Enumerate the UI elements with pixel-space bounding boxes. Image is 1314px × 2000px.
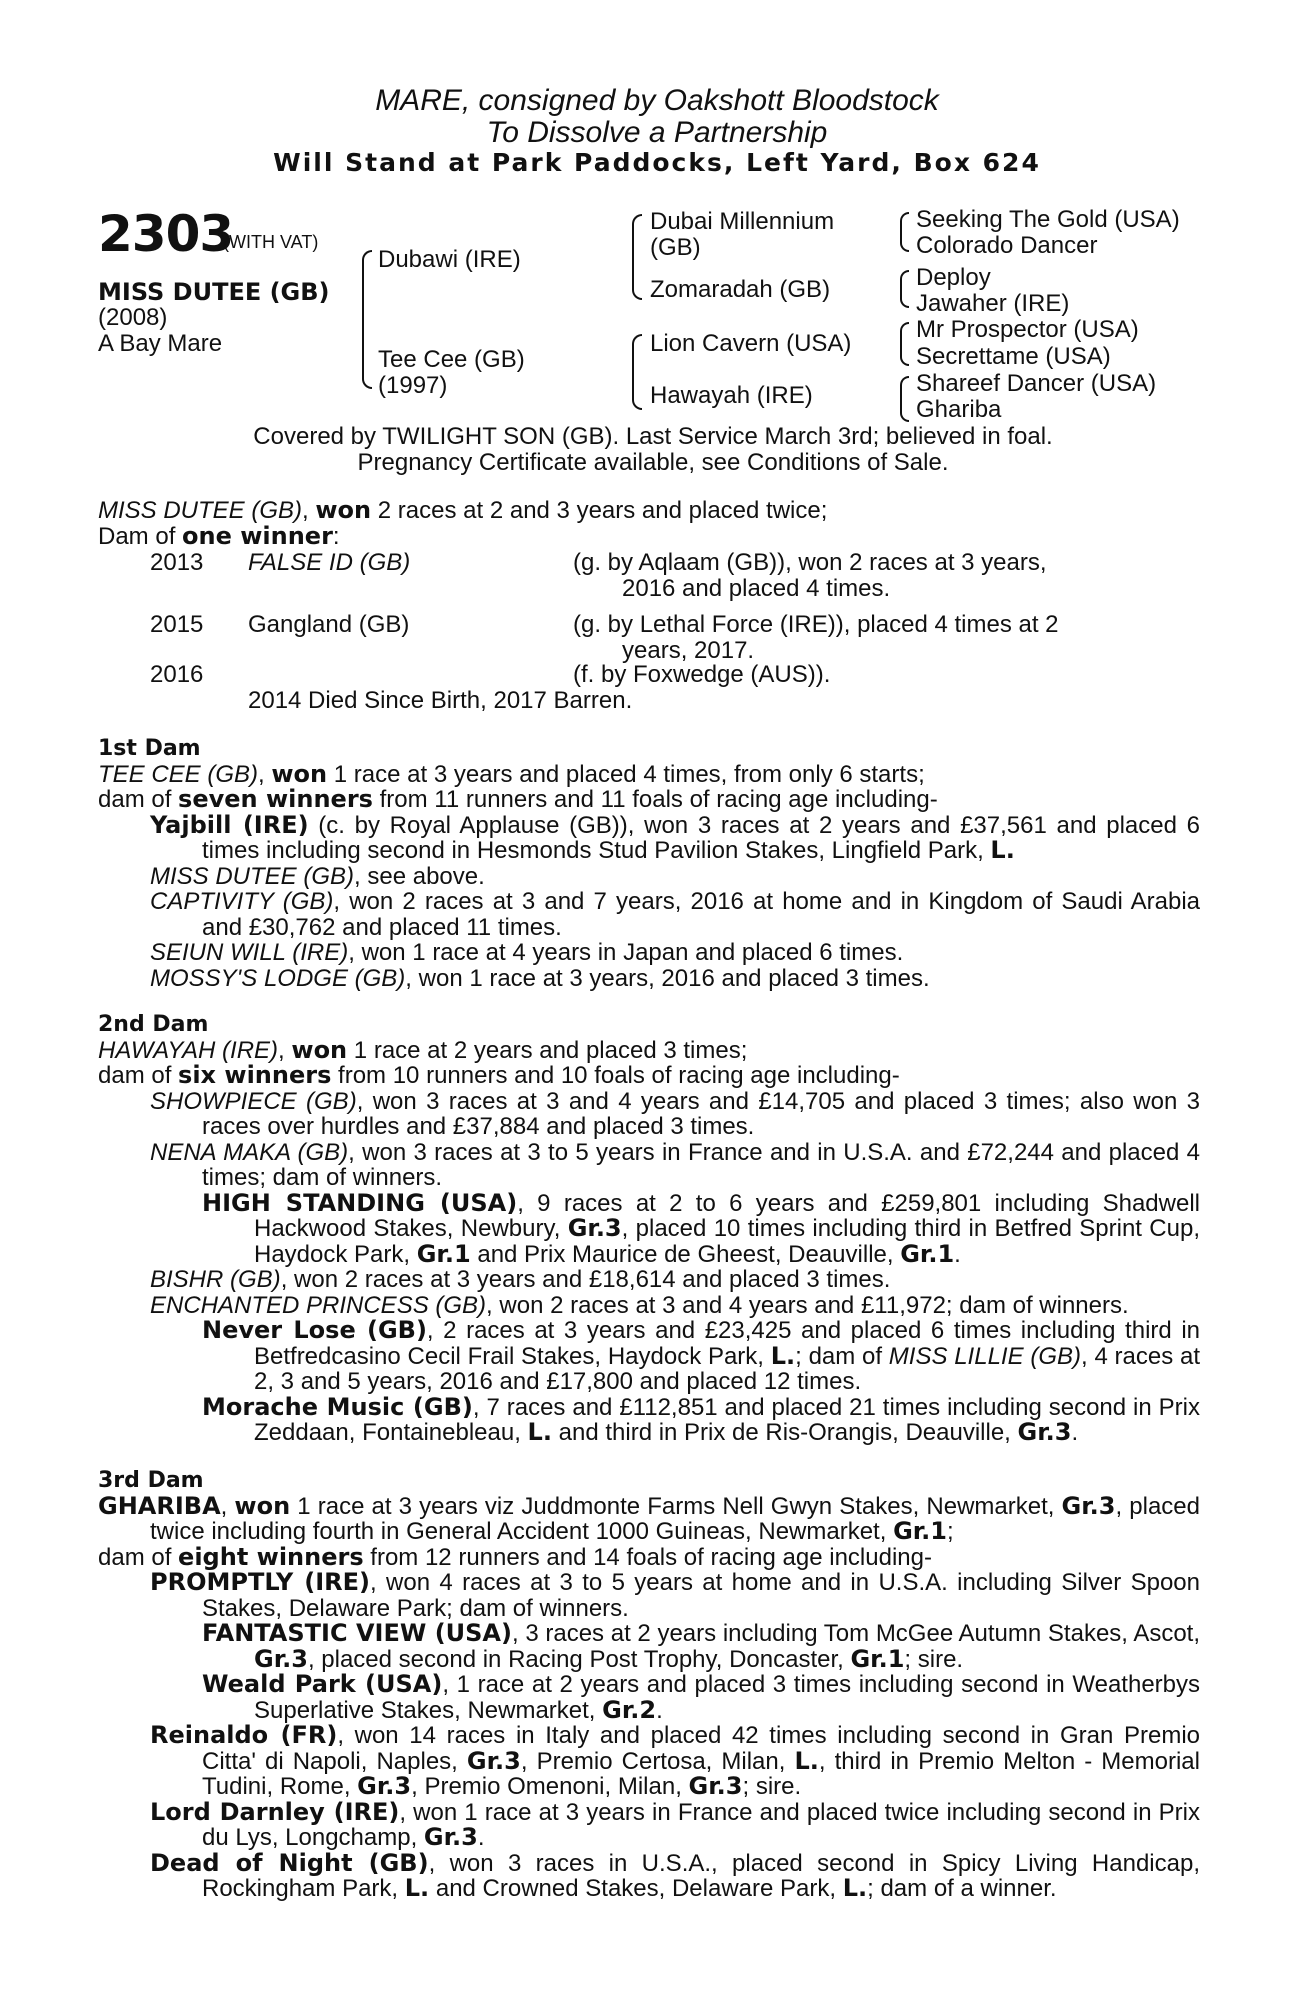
first-dam-e4-text: , won 1 race at 4 years in Japan and placed 6 times. <box>348 939 904 966</box>
lot-number: 2303 <box>98 205 234 263</box>
first-dam-entry-2 <box>150 864 1200 890</box>
first-dam-entry-5 <box>150 966 1200 992</box>
pedigree-sire-sire-origin: (GB) <box>650 234 701 261</box>
third-dam-e1a-g2: Gr.1 <box>850 1644 905 1673</box>
pedigree-brace-dam <box>632 334 642 410</box>
second-dam-e2a-t4: . <box>954 1240 961 1268</box>
second-dam-dam-c: from 10 runners and 10 foals of racing age including- <box>331 1062 900 1089</box>
produce-name-2: Gangland (GB) <box>248 611 410 638</box>
third-dam-entry-3 <box>150 1797 1200 1851</box>
pedigree-dam: Tee Cee (GB) <box>378 346 525 373</box>
produce-dam-of <box>98 524 340 550</box>
third-dam-e3-name: Lord Darnley (IRE) <box>150 1797 400 1826</box>
pedigree-sire-dam: Zomaradah (GB) <box>650 276 831 303</box>
covered-line: Covered by TWILIGHT SON (GB). Last Service March 3rd; believed in foal. <box>253 423 1053 450</box>
third-dam-e4-t2: and Crowned Stakes, Delaware Park, <box>429 1875 843 1902</box>
consignment-subtitle: To Dissolve a Partnership <box>486 116 828 149</box>
third-dam-e1a-name: FANTASTIC VIEW (USA) <box>202 1619 512 1647</box>
second-dam-e4a-t2: ; dam of <box>795 1342 889 1370</box>
produce-intro-rest: 2 races at 2 and 3 years and placed twice; <box>371 497 828 524</box>
second-dam-dam-b: six winners <box>178 1061 332 1089</box>
pedigree-g4-4: Jawaher (IRE) <box>916 290 1070 317</box>
first-dam-entry-3 <box>150 889 1200 940</box>
second-dam-entry-4 <box>150 1293 1200 1319</box>
second-dam-e4b-t3: . <box>1071 1419 1079 1446</box>
first-dam-intro: TEE CEE (GB), won 1 race at 3 years and placed 4 times, from only 6 starts; <box>98 759 925 788</box>
first-dam-e4-name: SEIUN WILL (IRE) <box>150 939 349 966</box>
second-dam-intro: HAWAYAH (IRE), won 1 race at 2 years and placed 3 times; <box>98 1035 748 1064</box>
produce-intro-won: won <box>315 496 372 524</box>
third-dam-intro: GHARIBA, won 1 race at 3 years viz Juddmonte Farms Nell Gwyn Stakes, Newmarket, Gr.3, placed twice including fourth in General Accident 1000 Guineas, Newmarket, Gr.1; <box>98 1491 1200 1545</box>
first-dam-e2-name: MISS DUTEE (GB) <box>150 862 355 890</box>
pedigree-brace-g4-1 <box>900 212 909 252</box>
pedigree-g4-3: Deploy <box>916 264 991 291</box>
first-dam-e3-name: CAPTIVITY (GB) <box>150 888 334 915</box>
second-dam-dam-of <box>98 1063 1200 1089</box>
first-dam-e3-text: , won 2 races at 3 and 7 years, 2016 at home and in Kingdom of Saudi Arabia and £30,762 and placed 11 times. <box>202 888 1200 941</box>
first-dam-entry-1 <box>150 810 1200 864</box>
second-dam-entry-3 <box>150 1267 1200 1293</box>
third-dam-e2-t2: , Premio Certosa, Milan, <box>520 1747 795 1775</box>
second-dam-e1-text: , won 3 races at 3 and 4 years and £14,705 and placed 3 times; also won 3 races over hurdles and £37,884 and placed 3 times. <box>202 1087 1200 1140</box>
first-dam-section <box>98 736 1200 991</box>
second-dam-section <box>98 1012 1200 1446</box>
produce-dam-of-a: Dam of <box>98 523 183 550</box>
third-dam-e1b-g1: Gr.2 <box>602 1695 657 1724</box>
third-dam-e2-g3: Gr.3 <box>357 1772 412 1800</box>
second-dam-e4b-t2: and third in Prix de Ris-Orangis, Deauville, <box>551 1419 1018 1446</box>
first-dam-entry-4 <box>150 940 1200 966</box>
pedigree-g4-1: Seeking The Gold (USA) <box>916 206 1180 233</box>
third-dam-t3: ; <box>947 1518 954 1545</box>
third-dam-e4-g2: L. <box>842 1874 868 1902</box>
third-dam-e1a-t2: , placed second in Racing Post Trophy, Doncaster, <box>307 1645 851 1673</box>
first-dam-e5-text: , won 1 race at 3 years, 2016 and placed 3 times. <box>405 964 930 992</box>
second-dam-name: HAWAYAH (IRE) <box>98 1036 279 1064</box>
second-dam-e2a-t1: , 9 races at 2 to 6 years and £259,801 including Shadwell Hackwood Stakes, Newbury, <box>254 1189 1200 1242</box>
third-dam-t1: 1 race at 3 years viz Juddmonte Farms Nell Gwyn Stakes, Newmarket, <box>290 1492 1062 1520</box>
pedigree-brace-sire <box>632 214 642 300</box>
third-dam-g2: Gr.1 <box>893 1517 947 1545</box>
second-dam-e4a-name: Never Lose (GB) <box>202 1316 427 1344</box>
produce-year-2: 2015 <box>150 611 204 638</box>
first-dam-name: TEE CEE (GB) <box>98 760 259 788</box>
third-dam-e2-t4: , Premio Omenoni, Milan, <box>411 1773 689 1800</box>
third-dam-e2-g4: Gr.3 <box>688 1772 743 1800</box>
second-dam-entry-4b <box>202 1392 1200 1446</box>
second-dam-heading: 2nd Dam <box>98 1012 209 1037</box>
third-dam-dam-of <box>98 1542 1200 1571</box>
produce-detail-2b: years, 2017. <box>622 637 755 664</box>
second-dam-e4-text: , won 2 races at 3 and 4 years and £11,972; dam of winners. <box>486 1291 1129 1319</box>
foaling-year: (2008) <box>98 304 168 331</box>
second-dam-e2a-g1: Gr.3 <box>567 1214 622 1242</box>
produce-detail-2a: (g. by Lethal Force (IRE)), placed 4 times at 2 <box>573 611 1059 638</box>
third-dam-e1a-t1: , 3 races at 2 years including Tom McGee Autumn Stakes, Ascot, <box>511 1620 1201 1647</box>
second-dam-e2-name: NENA MAKA (GB) <box>150 1138 349 1166</box>
third-dam-e3-g1: Gr.3 <box>423 1823 478 1851</box>
second-dam-e2a-t3: and Prix Maurice de Gheest, Deauville, <box>470 1240 901 1268</box>
first-dam-dam-c: from 11 runners and 11 foals of racing age including- <box>372 786 938 813</box>
pregnancy-certificate-line: Pregnancy Certificate available, see Conditions of Sale. <box>357 449 949 476</box>
first-dam-e5-name: MOSSY'S LODGE (GB) <box>150 964 406 992</box>
second-dam-entry-2 <box>150 1140 1200 1191</box>
third-dam-e2-t5: ; sire. <box>742 1773 802 1800</box>
pedigree-g4-5: Mr Prospector (USA) <box>916 316 1139 343</box>
produce-intro: MISS DUTEE (GB), won 2 races at 2 and 3 years and placed twice; <box>98 496 828 524</box>
pedigree-brace-g4-2 <box>900 270 909 308</box>
pedigree-brace-main <box>362 250 372 389</box>
third-dam-e2-name: Reinaldo (FR) <box>150 1721 338 1749</box>
pedigree-dam-dam: Hawayah (IRE) <box>650 382 813 409</box>
second-dam-e3-text: , won 2 races at 3 years and £18,614 and placed 3 times. <box>280 1266 891 1293</box>
second-dam-won: won <box>291 1035 348 1064</box>
second-dam-e4a-t1: , 2 races at 3 years and £23,425 and placed 6 times including third in Betfredcasino Cecil Frail Stakes, Haydock Park, <box>254 1317 1200 1370</box>
first-dam-e2-text: , see above. <box>354 862 485 890</box>
third-dam-t2: , placed twice including fourth in General Accident 1000 Guineas, Newmarket, <box>150 1492 1200 1545</box>
consignment-title: MARE, consigned by Oakshott Bloodstock <box>375 84 939 117</box>
pedigree-g4-2: Colorado Dancer <box>916 232 1098 259</box>
third-dam-e1b-name: Weald Park (USA) <box>202 1670 443 1698</box>
third-dam-dam-c: from 12 runners and 14 foals of racing age including- <box>363 1543 932 1571</box>
first-dam-heading: 1st Dam <box>98 736 201 761</box>
stand-location: Will Stand at Park Paddocks, Left Yard, Box 624 <box>273 148 1041 177</box>
second-dam-e4a-t3: , 4 races at 2, 3 and 5 years, 2016 and £17,800 and placed 12 times. <box>254 1342 1200 1395</box>
second-dam-e2a-name: HIGH STANDING (USA) <box>202 1188 518 1217</box>
third-dam-entry-1 <box>150 1570 1200 1621</box>
pedigree-g4-7: Shareef Dancer (USA) <box>916 370 1157 397</box>
third-dam-e4-g1: L. <box>404 1874 430 1902</box>
horse-name <box>98 278 330 307</box>
second-dam-dam-a: dam of <box>98 1062 179 1089</box>
pedigree-g4-8: Ghariba <box>916 396 1002 423</box>
third-dam-name: GHARIBA <box>98 1491 221 1520</box>
horse-name-text: MISS DUTEE (GB) <box>98 278 330 306</box>
second-dam-e4b-g1: L. <box>527 1418 552 1446</box>
third-dam-e4-name: Dead of Night (GB) <box>150 1848 429 1877</box>
pedigree-brace-g4-3 <box>900 322 909 366</box>
produce-dam-of-c: : <box>332 523 340 550</box>
pedigree-dam-year: (1997) <box>378 372 448 399</box>
produce-year-3: 2016 <box>150 661 204 688</box>
first-dam-e1-grade: L. <box>990 836 1015 864</box>
second-dam-e2a-t2: , placed 10 times including third in Betfred Sprint Cup, Haydock Park, <box>254 1215 1200 1268</box>
second-dam-e1-name: SHOWPIECE (GB) <box>150 1087 357 1115</box>
second-dam-e4a-g1: L. <box>770 1341 796 1370</box>
second-dam-e2a-g2: Gr.1 <box>416 1239 471 1268</box>
produce-intro-name: MISS DUTEE (GB) <box>98 497 303 524</box>
third-dam-entry-1a <box>202 1621 1200 1672</box>
third-dam-e1a-t3: ; sire. <box>904 1645 964 1673</box>
produce-detail-1b: 2016 and placed 4 times. <box>622 575 891 602</box>
third-dam-entry-1b <box>202 1672 1200 1723</box>
third-dam-e4-t1: , won 3 races in U.S.A., placed second in Spicy Living Handicap, Rockingham Park, <box>202 1849 1200 1902</box>
first-dam-e1-name: Yajbill (IRE) <box>150 810 309 839</box>
second-dam-e2-text: , won 3 races at 3 to 5 years in France and in U.S.A. and £72,244 and placed 4 times; dam of winners. <box>202 1138 1200 1191</box>
third-dam-entry-4 <box>150 1848 1200 1902</box>
second-dam-e2a-g3: Gr.1 <box>900 1239 955 1268</box>
third-dam-e4-t3: ; dam of a winner. <box>867 1875 1057 1902</box>
third-dam-e1b-t2: . <box>656 1696 663 1724</box>
produce-detail-1a: (g. by Aqlaam (GB)), won 2 races at 3 years, <box>573 549 1047 576</box>
second-dam-entry-4a <box>202 1318 1200 1395</box>
third-dam-entry-2 <box>150 1723 1200 1800</box>
pedigree-brace-g4-4 <box>900 376 909 422</box>
produce-dam-of-b: one winner <box>182 522 333 550</box>
third-dam-e2-g2: L. <box>794 1746 819 1775</box>
second-dam-e4b-g2: Gr.3 <box>1017 1418 1072 1446</box>
first-dam-rest: 1 race at 3 years and placed 4 times, from only 6 starts; <box>327 760 925 788</box>
third-dam-g1: Gr.3 <box>1061 1491 1116 1520</box>
pedigree-dam-sire: Lion Cavern (USA) <box>650 330 852 357</box>
pedigree-sire-sire: Dubai Millennium <box>650 208 835 235</box>
horse-description: A Bay Mare <box>98 330 223 357</box>
third-dam-heading: 3rd Dam <box>98 1468 204 1493</box>
third-dam-section <box>98 1468 1200 1902</box>
third-dam-e1b-t1: , 1 race at 2 years and placed 3 times including second in Weatherbys Superlative Stakes, Newmarket, <box>254 1671 1201 1724</box>
produce-note: 2014 Died Since Birth, 2017 Barren. <box>248 687 633 714</box>
first-dam-dam-b: seven winners <box>178 785 373 813</box>
third-dam-dam-a: dam of <box>98 1543 179 1571</box>
third-dam-dam-b: eight winners <box>178 1542 364 1571</box>
second-dam-entry-1 <box>150 1089 1200 1140</box>
produce-year-1: 2013 <box>150 549 204 576</box>
second-dam-entry-2a <box>202 1188 1200 1268</box>
pedigree-sire: Dubawi (IRE) <box>378 246 521 273</box>
second-dam-rest: 1 race at 2 years and placed 3 times; <box>347 1036 748 1064</box>
first-dam-won: won <box>271 759 328 788</box>
second-dam-e4-name: ENCHANTED PRINCESS (GB) <box>150 1291 487 1319</box>
third-dam-e1-name: PROMPTLY (IRE) <box>150 1568 371 1596</box>
third-dam-e2-t3: , third in Premio Melton - Memorial Tudini, Rome, <box>202 1747 1200 1800</box>
second-dam-e4b-t1: , 7 races and £112,851 and placed 21 times including second in Prix Zeddaan, Fontainebleau, <box>254 1393 1200 1446</box>
third-dam-won: won <box>234 1491 291 1520</box>
produce-name-1: FALSE ID (GB) <box>248 549 411 576</box>
first-dam-dam-a: dam of <box>98 786 179 813</box>
first-dam-e1-text: (c. by Royal Applause (GB)), won 3 races at 2 years and £37,561 and placed 6 times including second in Hesmonds Stud Pavilion Stakes, Lingfield Park, <box>202 811 1200 864</box>
third-dam-e1a-g1: Gr.3 <box>254 1644 308 1673</box>
produce-detail-3a: (f. by Foxwedge (AUS)). <box>573 661 831 688</box>
second-dam-e3-name: BISHR (GB) <box>150 1266 281 1293</box>
third-dam-e2-g1: Gr.3 <box>466 1746 521 1775</box>
third-dam-e3-t2: . <box>477 1824 485 1851</box>
third-dam-e3-t1: , won 1 race at 3 years in France and placed twice including second in Prix du Lys, Longchamp, <box>202 1798 1200 1851</box>
first-dam-dam-of <box>98 787 1200 813</box>
vat-label: (WITH VAT) <box>223 232 319 252</box>
third-dam-e2-t1: , won 14 races in Italy and placed 42 times including second in Gran Premio Citta' di Napoli, Naples, <box>202 1722 1201 1775</box>
pedigree-g4-6: Secrettame (USA) <box>916 343 1111 370</box>
second-dam-e4b-name: Morache Music (GB) <box>202 1392 473 1421</box>
third-dam-e1-text: , won 4 races at 3 to 5 years at home and in U.S.A. including Silver Spoon Stakes, Delaware Park; dam of winners. <box>202 1569 1200 1622</box>
second-dam-e4a-dname: MISS LILLIE (GB) <box>888 1342 1082 1370</box>
